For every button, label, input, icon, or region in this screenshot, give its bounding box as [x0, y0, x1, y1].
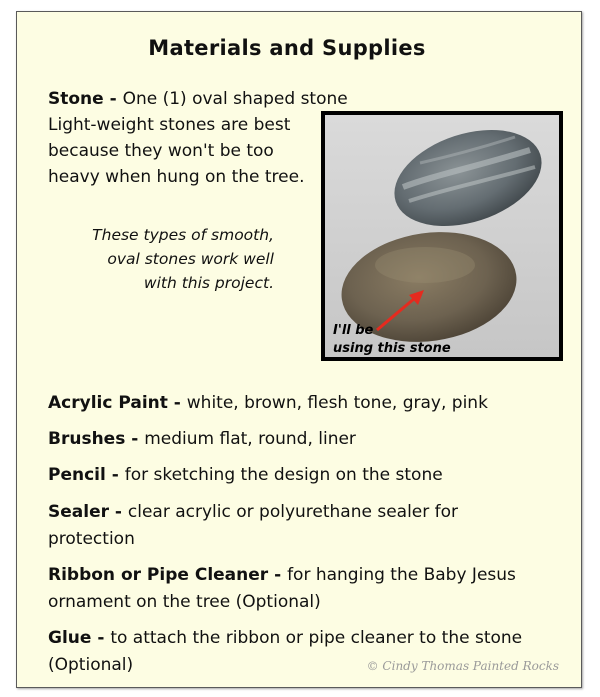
caption-line-1: These types of smooth, — [92, 226, 274, 244]
item-glue — [48, 628, 522, 648]
item-text: for hanging the Baby Jesus — [287, 565, 516, 585]
photo-label-line-2: using this stone — [333, 341, 451, 356]
page-title: Materials and Supplies — [148, 36, 426, 60]
stones-photo — [321, 111, 563, 361]
gray-stone — [382, 115, 554, 243]
stones-illustration — [325, 115, 559, 357]
item-brushes — [48, 429, 356, 449]
item-label: Glue - — [48, 628, 111, 648]
materials-card — [16, 11, 582, 688]
item-label: Sealer - — [48, 502, 128, 522]
item-text: white, brown, flesh tone, gray, pink — [186, 393, 488, 413]
item-label: Acrylic Paint - — [48, 393, 187, 413]
item-text: clear acrylic or polyurethane sealer for — [127, 502, 459, 522]
caption-line-2: oval stones work well — [107, 250, 274, 268]
stone-text: One (1) oval shaped stone — [122, 89, 348, 109]
item-text: to attach the ribbon or pipe cleaner to the stone — [110, 628, 523, 648]
stone-desc-line-2: because they won't be too — [48, 141, 274, 161]
stone-line — [48, 89, 348, 109]
item-acrylic-paint — [48, 393, 488, 413]
item-ribbon — [48, 565, 516, 585]
copyright-text: © Cindy Thomas Painted Rocks — [366, 659, 559, 673]
stone-desc-line-1: Light-weight stones are best — [48, 115, 291, 135]
item-sealer-line-2: protection — [48, 529, 135, 549]
photo-label-line-1: I'll be — [333, 323, 374, 338]
item-glue-line-2: (Optional) — [48, 655, 134, 675]
item-label: Ribbon or Pipe Cleaner - — [48, 565, 288, 585]
item-ribbon-line-2: ornament on the tree (Optional) — [48, 592, 321, 612]
item-text: medium flat, round, liner — [144, 429, 356, 449]
item-text: for sketching the design on the stone — [124, 465, 443, 485]
item-pencil — [48, 465, 443, 485]
stone-desc-line-3: heavy when hung on the tree. — [48, 167, 305, 187]
item-label: Pencil - — [48, 465, 125, 485]
caption-line-3: with this project. — [143, 274, 274, 292]
item-label: Brushes - — [48, 429, 145, 449]
item-sealer — [48, 502, 458, 522]
stone-label: Stone - — [48, 89, 123, 109]
